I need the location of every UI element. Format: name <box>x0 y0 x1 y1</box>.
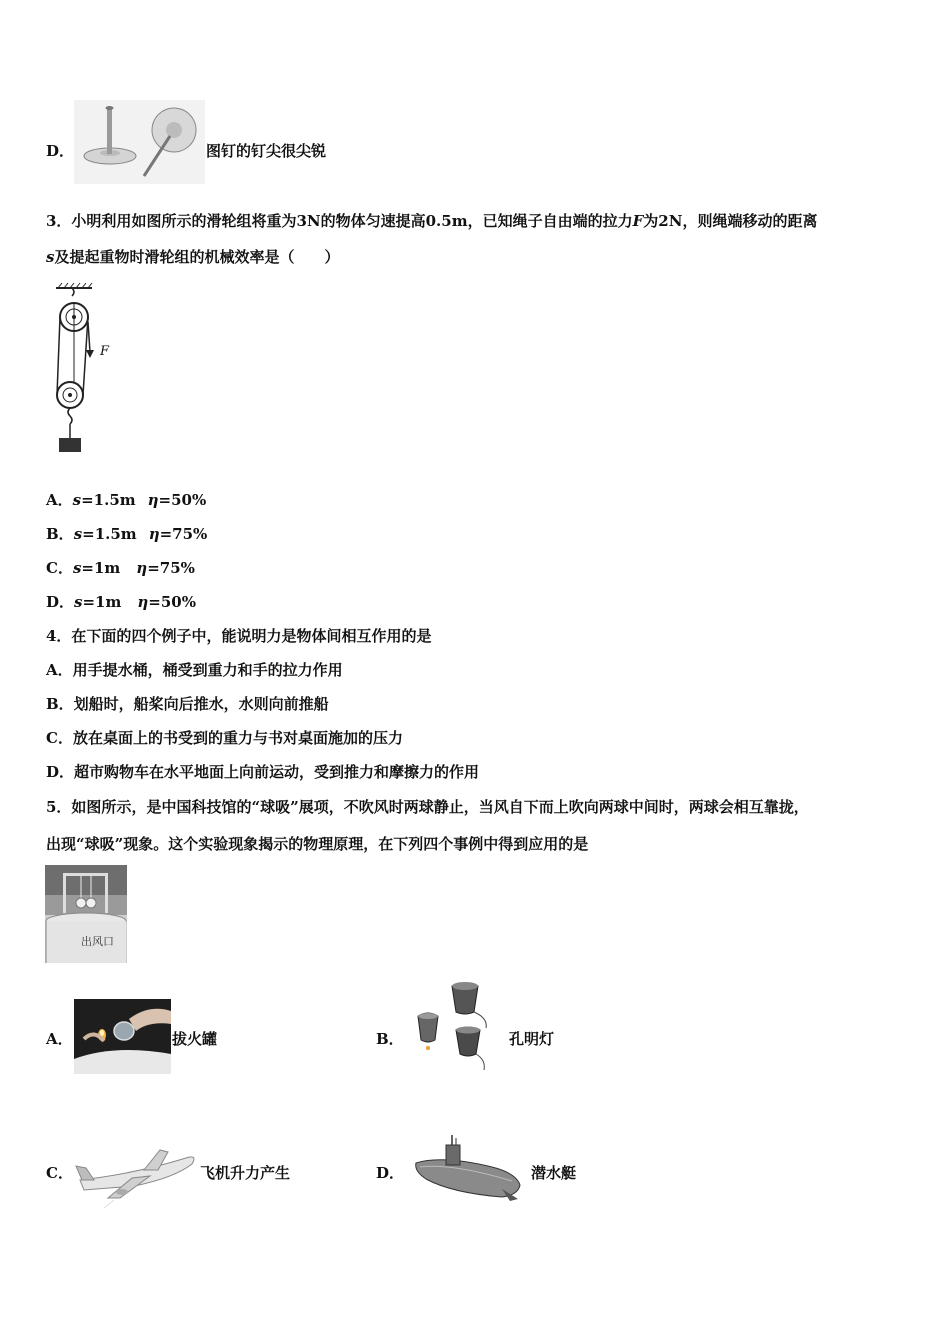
q3-option-var: η <box>148 525 160 543</box>
q5-option-a-letter: A． <box>46 1030 73 1048</box>
q4-option-d: D．超市购物车在水平地面上向前运动，受到推力和摩擦力的作用 <box>46 763 480 781</box>
q3-option-var: η <box>137 593 149 611</box>
q3-option-value: =50% <box>148 593 196 611</box>
q3-option-b <box>46 524 207 544</box>
q3-stem-part: 及提起重物时滑轮组的机械效率是（ ） <box>54 248 340 266</box>
q3-stem-distance-symbol: s <box>46 248 55 266</box>
q3-option-value: =1m <box>82 593 122 611</box>
q3-option-var: s <box>72 559 82 577</box>
q4-option-b: B．划船时，船桨向后推水，水则向前推船 <box>46 695 329 713</box>
q3-option-value: =1.5m <box>82 525 137 543</box>
q2-option-d-letter: D． <box>46 142 75 160</box>
q3-stem-part: 0.5m <box>425 212 468 230</box>
q3-stem-part: 2N <box>658 212 683 230</box>
q3-option-letter: C． <box>46 559 73 577</box>
q3-option-letter: A． <box>46 491 73 509</box>
q4-option-a: A．用手提水桶，桶受到重力和手的拉力作用 <box>46 661 343 679</box>
q3-option-var: s <box>73 525 83 543</box>
q5-option-d-letter: D． <box>376 1164 405 1182</box>
q3-stem-force-symbol: F <box>632 212 644 230</box>
q3-option-var: η <box>147 491 159 509</box>
q5-option-b-text: 孔明灯 <box>509 1030 555 1048</box>
thumbtack-image <box>74 100 205 184</box>
q3-stem-part: ，则绳端移动的距离 <box>682 212 818 230</box>
pulley-force-label: F <box>100 344 110 359</box>
q5-option-c-text: 飞机升力产生 <box>200 1164 291 1182</box>
q3-stem-line1 <box>46 211 817 231</box>
q5-option-b-letter: B． <box>376 1030 404 1048</box>
q5-option-c-letter: C． <box>46 1164 73 1182</box>
q3-option-var: η <box>136 559 148 577</box>
q5-stem-line2: 出现“球吸”现象。这个实验现象揭示的物理原理，在下列四个事例中得到应用的是 <box>46 835 589 853</box>
pulley-system-diagram <box>50 282 120 456</box>
q3-option-value: =1.5m <box>81 491 136 509</box>
submarine-image <box>412 1133 524 1208</box>
q3-stem-part: 为 <box>643 212 659 230</box>
airplane-image <box>74 1140 200 1214</box>
q3-stem-part: 3．小明利用如图所示的滑轮组将重为 <box>46 212 297 230</box>
q3-option-value: =1m <box>81 559 121 577</box>
q3-option-value: =75% <box>147 559 195 577</box>
q4-stem: 4．在下面的四个例子中，能说明力是物体间相互作用的是 <box>46 627 432 645</box>
q2-option-d-text: 图钉的钉尖很尖锐 <box>206 142 327 160</box>
q3-option-d <box>46 592 196 612</box>
air-outlet-label: 出风口 <box>81 935 114 948</box>
sky-lanterns-image <box>408 978 500 1076</box>
cupping-therapy-photo <box>74 999 171 1074</box>
q3-option-var: s <box>72 491 82 509</box>
q3-option-value: =50% <box>158 491 207 509</box>
q5-option-d-text: 潜水艇 <box>531 1164 577 1182</box>
q3-stem-line2 <box>46 247 339 267</box>
q3-stem-part: 的物体匀速提高 <box>320 212 426 230</box>
q3-option-letter: B． <box>46 525 74 543</box>
ball-suction-exhibit-photo <box>45 865 127 963</box>
q5-stem-line1: 5．如图所示，是中国科技馆的“球吸”展项，不吹风时两球静止，当风自下而上吹向两球中间时，两球会相互靠拢， <box>46 798 809 816</box>
q3-option-letter: D． <box>46 593 75 611</box>
q3-option-var: s <box>74 593 83 611</box>
q3-option-value: =75% <box>159 525 208 543</box>
q3-stem-part: ，已知绳子自由端的拉力 <box>467 212 633 230</box>
q5-option-a-text: 拔火罐 <box>172 1030 218 1048</box>
q3-option-a <box>46 490 206 510</box>
q4-option-c: C．放在桌面上的书受到的重力与书对桌面施加的压力 <box>46 729 403 747</box>
q3-stem-part: 3N <box>296 212 321 230</box>
q3-option-c <box>46 558 195 578</box>
